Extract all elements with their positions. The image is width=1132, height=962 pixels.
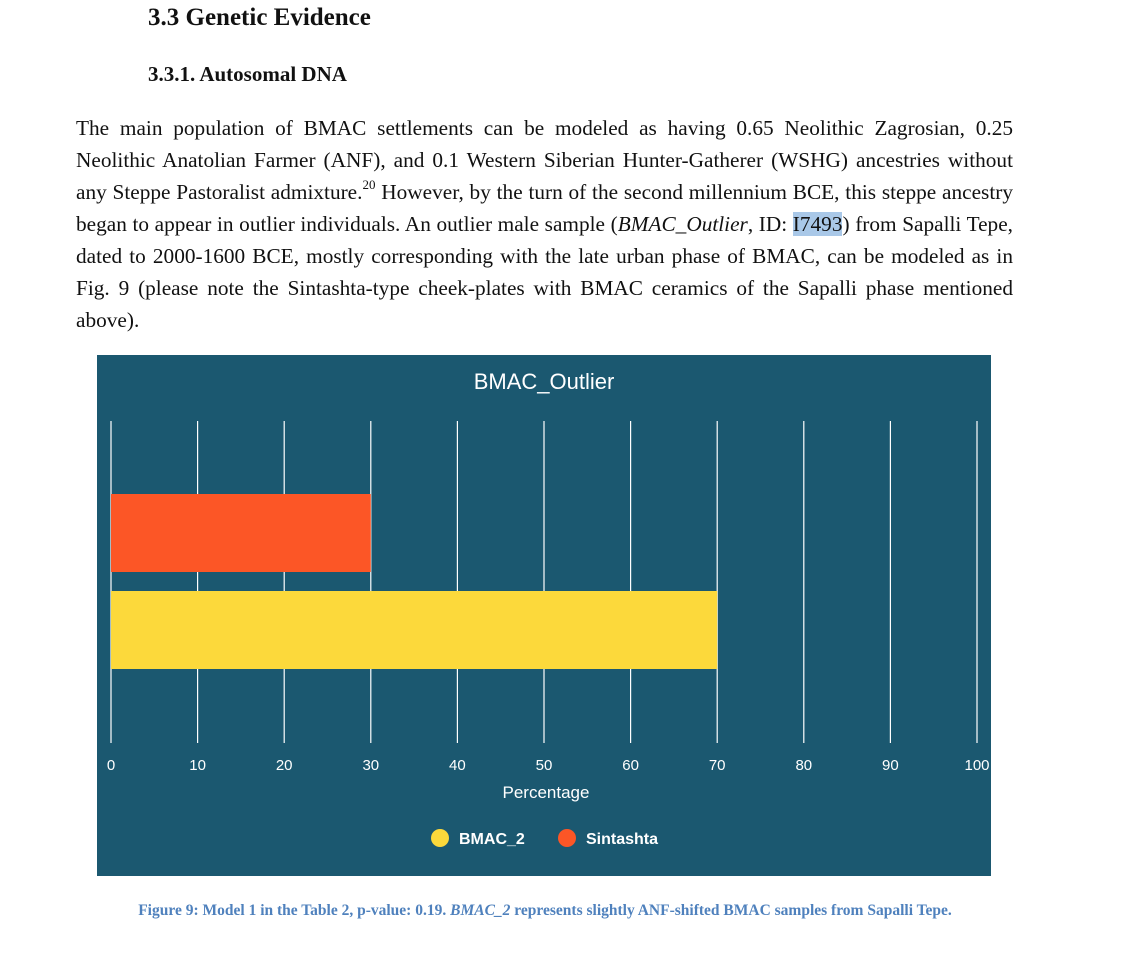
x-tick-label: 20 [275,757,293,774]
x-tick-label: 50 [535,757,553,774]
x-tick-label: 0 [106,757,116,774]
legend-label[interactable]: Sintashta [586,831,659,848]
x-tick-label: 100 [964,757,990,774]
x-tick-label: 10 [189,757,206,774]
legend-label[interactable]: BMAC_2 [459,831,525,848]
caption-italic: BMAC_2 [450,902,511,919]
bar-bmac-2[interactable] [111,591,717,669]
paragraph-text: The main population of BMAC settlements can be modeled as having 0.65 Neolithic Zagrosian, 0.25 Neolithic Anatolian Farmer (ANF), and 0.1 Western Siberian Hunter-Gatherer (WSHG) ancestries without any Steppe Pastoralist admixture. [76,116,1013,204]
x-tick-label: 70 [708,757,726,774]
paragraph-text: ) from Sapalli Tepe, dated to 2000-1600 BCE, mostly corresponding with the late urban phase of BMAC, can be modeled as in Fig. 9 (please note the Sintashta-type cheek-plates with BMAC ceramics of the Sapalli phase mentioned above). [76,212,1013,332]
chart-title: BMAC_Outlier [473,369,615,394]
paragraph-text: , ID: [747,212,793,236]
x-tick-label: 80 [795,757,813,774]
body-paragraph [76,112,1013,336]
x-axis-label: Percentage [502,783,590,802]
x-tick-label: 40 [449,757,466,774]
caption-text: represents slightly ANF-shifted BMAC samples from Sapalli Tepe. [510,902,952,919]
paragraph-text: However, by the turn of the second millennium BCE, this steppe ancestry began to appear in outlier individuals. An outlier male sample ( [76,180,1013,236]
bar-chart [97,355,991,876]
legend-marker[interactable] [558,829,576,847]
legend-marker[interactable] [431,829,449,847]
x-tick-label: 90 [882,757,899,774]
figure-caption [80,901,1010,921]
x-tick-label: 60 [622,757,639,774]
sample-name: BMAC_Outlier [617,212,748,236]
section-heading: 3.3 Genetic Evidence [148,4,371,31]
x-tick-label: 30 [362,757,380,774]
chart-svg [97,355,991,876]
footnote-ref[interactable]: 20 [362,176,376,192]
selected-sample-id[interactable]: I7493 [792,212,843,236]
caption-text: Figure 9: Model 1 in the Table 2, p-value: 0.19. [138,902,451,919]
subsection-heading: 3.3.1. Autosomal DNA [148,62,347,86]
bar-sintashta[interactable] [111,494,371,572]
